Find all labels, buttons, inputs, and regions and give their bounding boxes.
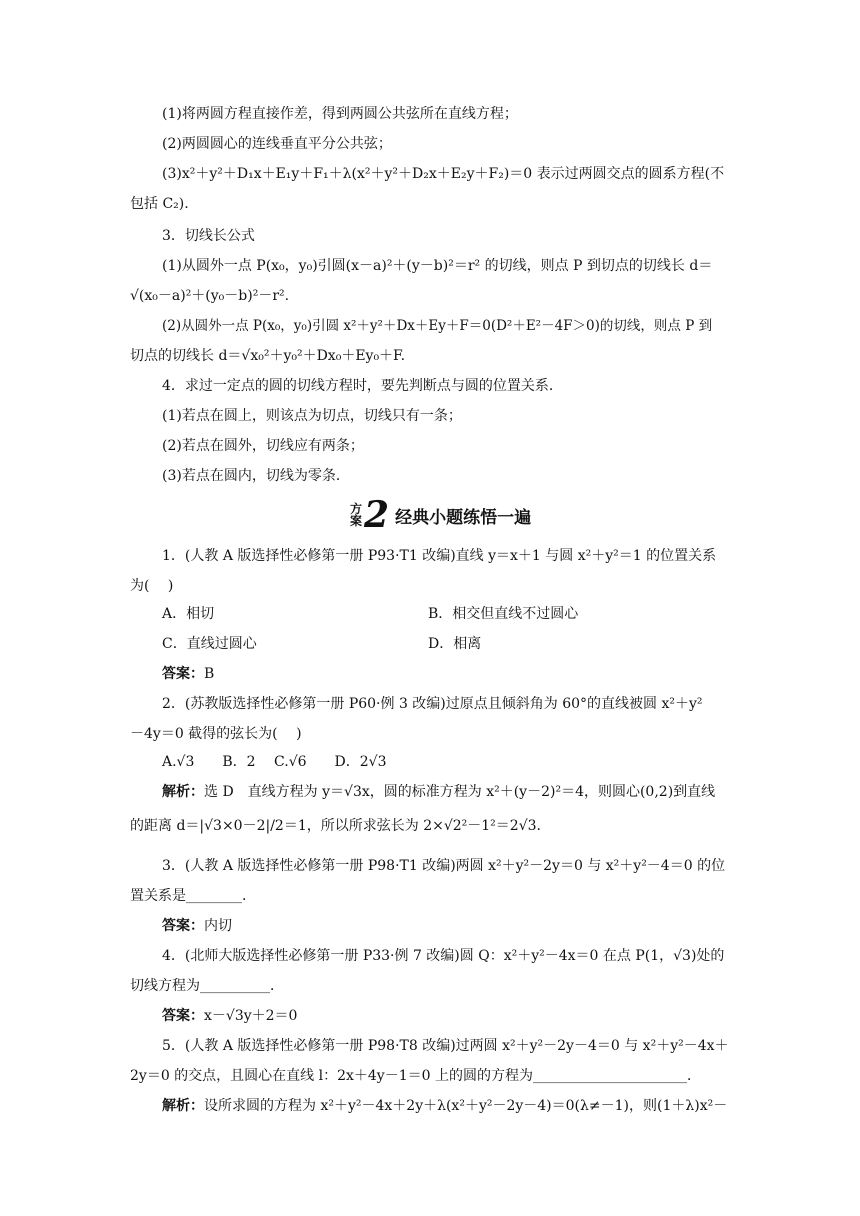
text-line: (3)x²＋y²＋D₁x＋E₁y＋F₁＋λ(x²＋y²＋D₂x＋E₂y＋F₂)＝0 表示过两圆交点的圆系方程(不 — [162, 166, 725, 182]
section-number: 2 — [364, 494, 390, 536]
text-line: 包括 C₂). — [130, 196, 189, 212]
text-line: (2)若点在圆外，切线应有两条； — [162, 438, 364, 454]
solution-text: 选 D 直线方程为 y＝√3x，圆的标准方程为 x²＋(y－2)²＝4，则圆心(0,2)到直线 — [204, 784, 716, 800]
text-line: √(x₀－a)²＋(y₀－b)²－r². — [130, 288, 290, 304]
text-line: (1)若点在圆上，则该点为切点，切线只有一条； — [162, 408, 462, 424]
answer-label: 答案： — [162, 918, 204, 934]
question-2-line: －4y＝0 截得的弦长为( ) — [130, 726, 302, 742]
answer-3 — [162, 916, 232, 936]
text-line: 3．切线长公式 — [162, 228, 255, 244]
answer-4 — [162, 1006, 297, 1026]
section-header — [350, 494, 532, 536]
solution-text: 设所求圆的方程为 x²＋y²－4x＋2y＋λ(x²＋y²－2y－4)＝0(λ≠－1)，则(1＋λ)x²－ — [204, 1098, 728, 1114]
text-line: (2)从圆外一点 P(x₀，y₀)引圆 x²＋y²＋Dx＋Ey＋F＝0(D²＋E²－4F＞0)的切线，则点 P 到 — [162, 318, 713, 334]
text-line: 4．求过一定点的圆的切线方程时，要先判断点与圆的位置关系． — [162, 378, 563, 394]
answer-label: 答案： — [162, 1008, 204, 1024]
option-d: D．相离 — [428, 636, 482, 652]
question-1-line: 1．(人教 A 版选择性必修第一册 P93·T1 改编)直线 y＝x＋1 与圆 x²＋y²＝1 的位置关系 — [162, 548, 717, 564]
question-4-line: 4．(北师大版选择性必修第一册 P33·例 7 改编)圆 Q：x²＋y²－4x＝0 在点 P(1，√3)处的 — [162, 948, 725, 964]
question-4-line: 切线方程为__________． — [130, 978, 284, 994]
question-2-line: 2．(苏教版选择性必修第一册 P60·例 3 改编)过原点且倾斜角为 60°的直线被圆 x²＋y² — [162, 696, 703, 712]
question-3-line: 3．(人教 A 版选择性必修第一册 P98·T1 改编)两圆 x²＋y²－2y＝0 与 x²＋y²－4＝0 的位 — [162, 858, 726, 874]
text-line: (2)两圆圆心的连线垂直平分公共弦； — [162, 136, 392, 152]
answer-1 — [162, 664, 214, 684]
solution-5-line — [162, 1096, 727, 1116]
option-c: C．直线过圆心 — [162, 636, 257, 652]
option-a: A．相切 — [162, 606, 215, 622]
solution-2-line — [162, 782, 715, 802]
text-line: (1)将两圆方程直接作差，得到两圆公共弦所在直线方程； — [162, 106, 518, 122]
section-label — [350, 503, 362, 527]
question-1-line: 为( ) — [130, 578, 174, 594]
solution-2-line: 的距离 d＝|√3×0－2|/2＝1，所以所求弦长为 2×√2²－1²＝2√3. — [130, 818, 541, 834]
text-line: 切点的切线长 d＝√x₀²＋y₀²＋Dx₀＋Ey₀＋F. — [130, 348, 406, 364]
option-b: B．相交但直线不过圆心 — [428, 606, 579, 622]
question-3-line: 置关系是________． — [130, 888, 256, 904]
question-5-line: 5．(人教 A 版选择性必修第一册 P98·T8 改编)过两圆 x²＋y²－2y－4＝0 与 x²＋y²－4x＋ — [162, 1038, 729, 1054]
section-label-char: 案 — [350, 514, 363, 528]
section-title: 经典小题练悟一遍 — [395, 507, 532, 528]
solution-label: 解析： — [162, 784, 204, 800]
answer-value: 内切 — [204, 918, 232, 934]
text-line: (1)从圆外一点 P(x₀，y₀)引圆(x－a)²＋(y－b)²＝r² 的切线，则点 P 到切点的切线长 d＝ — [162, 258, 713, 274]
section-label-char: 方 — [350, 502, 363, 516]
text-line: (3)若点在圆内，切线为零条． — [162, 468, 350, 484]
solution-label: 解析： — [162, 1098, 204, 1114]
question-2-options: A.√3 B．2 C.√6 D．2√3 — [162, 754, 387, 770]
answer-value: x－√3y＋2＝0 — [204, 1008, 298, 1024]
answer-value: B — [204, 666, 215, 682]
answer-label: 答案： — [162, 666, 204, 682]
question-5-line: 2y＝0 的交点，且圆心在直线 l：2x＋4y－1＝0 上的圆的方程为______________________． — [130, 1068, 701, 1084]
